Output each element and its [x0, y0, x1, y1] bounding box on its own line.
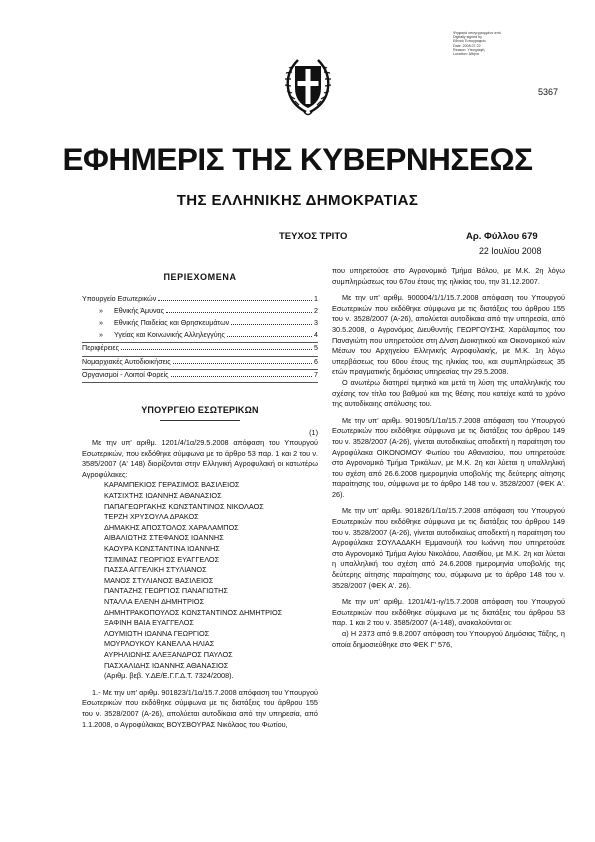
stamp-line: Ψηφιακά υπογεγραμμένο από	[453, 31, 501, 35]
decision-paragraph: Ο ανωτέρω διατηρεί τιμητικά και μετά τη λύση της υπαλληλικής του σχέσης τον τίτλο του βαθμού και της θέσης που κατείχε κατά το χρόνο της αυτοδίκαιης απόλυσης του.	[332, 377, 565, 409]
list-item: ΚΑΡΑΜΠΕΚΙΟΣ ΓΕΡΑΣΙΜΟΣ ΒΑΣΙΛΕΙΟΣ	[104, 480, 240, 490]
toc-label: Εθνικής Άμυνας	[114, 306, 165, 315]
list-item: ΑΥΡΗΛΙΩΝΗΣ ΑΛΕΞΑΝΔΡΟΣ ΠΑΥΛΟΣ	[104, 649, 233, 659]
right-column	[332, 266, 565, 650]
list-item: ΔΗΜΗΤΡΑΚΟΠΟΥΛΟΣ ΚΩΝΣΤΑΝΤΙΝΟΣ ΔΗΜΗΤΡΙΟΣ	[104, 607, 283, 617]
stamp-line: Date: 2008.07.22	[453, 43, 481, 48]
toc-page: 4	[314, 331, 318, 340]
stamp-line: Εθνικό Τυπογραφείο	[453, 39, 486, 44]
toc-label: Υγείας και Κοινωνικής Αλληλεγγύης	[114, 331, 225, 340]
decision-paragraph: α) Η 2373 από 9.8.2007 απόφαση του Υπουργού Δημόσιας Τάξης, η οποία δημοσιεύθηκε στο ΦΕΚ Γ' 576,	[332, 629, 565, 649]
toc-page: 3	[314, 318, 318, 327]
list-item: ΠΑΠΑΓΕΩΡΓΑΚΗΣ ΚΩΝΣΤΑΝΤΙΝΟΣ ΝΙΚΟΛΑΟΣ	[104, 501, 264, 511]
toc-leader	[227, 336, 312, 337]
toc-page: 2	[314, 306, 318, 315]
ditto-mark: »	[99, 318, 103, 327]
toc-page: 5	[314, 344, 318, 353]
list-item: ΝΤΑΛΛΑ ΕΛΕΝΗ ΔΗΜΗΤΡΙΟΣ	[104, 597, 205, 606]
decision-paragraph: που υπηρετούσε στο Αγρονομικό Τμήμα Βόλου, με Μ.Κ. 2η λόγω συμπληρώσεως του 67ου έτους της ηλικίας του, την 31.12.2007.	[332, 266, 565, 286]
toc-item	[82, 343, 318, 355]
heading-rule	[160, 420, 240, 421]
toc-label: Εθνικής Παιδείας και Θρησκευμάτων	[114, 318, 230, 327]
toc-item	[82, 370, 318, 382]
toc-item	[82, 330, 318, 342]
coat-of-arms-emblem	[282, 54, 334, 118]
toc-label-indented	[82, 306, 164, 317]
item-number: (1)	[309, 427, 318, 437]
toc-label-indented	[82, 330, 225, 341]
list-item: ΚΑΤΣΙΧΤΗΣ ΙΩΑΝΝΗΣ ΑΘΑΝΑΣΙΟΣ	[104, 491, 222, 501]
list-item: ΜΟΥΡΛΟΥΚΟΥ ΚΑΝΕΛΛΑ ΗΛΙΑΣ	[104, 639, 215, 649]
list-item: ΠΑΝΤΑΖΗΣ ΓΕΩΡΓΙΟΣ ΠΑΝΑΓΙΩΤΗΣ	[104, 586, 228, 596]
toc-item	[82, 294, 318, 306]
gazette-subtitle: ΤΗΣ ΕΛΛΗΝΙΚΗΣ ΔΗΜΟΚΡΑΤΙΑΣ	[176, 192, 419, 209]
list-item: ΜΑΝΟΣ ΣΤΥΛΙΑΝΟΣ ΒΑΣΙΛΕΙΟΣ	[104, 575, 214, 585]
toc-page: 6	[314, 357, 318, 366]
list-item: ΑΙΒΑΛΙΩΤΗΣ ΣΤΕΦΑΝΟΣ ΙΩΑΝΝΗΣ	[104, 533, 224, 543]
decision-paragraph: Με την υπ' αριθμ. 901905/1/1α/15.7.2008 απόφαση του Υπουργού Εσωτερικών που εκδόθηκε σύμφωνα με τις διατάξεις του άρθρου 149 του ν. 3528/2007 (Α-26), γίνεται αυτοδικαίως αποδεκτή η παραίτηση του Αγροφύλακα ΟΙΚΟΝΟΜΟΥ Φωτίου του Αθανασίου, που υπηρετούσε στο Αγρονομικό Τμήμα Τρικάλων, με Μ.Κ. 2η και λύεται η υπαλληλική του σχέση από 26.6.2008 ημερομηνία υποβολής της δεύτερης αίτησης παραίτησης του, σύμφωνα με το άρθρο 148 του ν. 3528/2007 (ΦΕΚ Α'. 26).	[332, 415, 565, 499]
stamp-line: Digitally signed by	[453, 35, 482, 40]
toc-separator	[82, 382, 318, 383]
decision-paragraph: 1.- Με την υπ' αριθμ. 901823/1/1α/15.7.2008 απόφαση του Υπουργού Εσωτερικών που εκδόθηκε σύμφωνα με τις διατάξεις του άρθρου 155 του ν. 3528/2007 (Α-26), απολύεται αυτοδίκαια από την υπηρεσία, από 1.1.2008, ο Αγροφύλακας ΒΟΥΣΒΟΥΡΑΣ Νικόλαος του Φωτίου,	[82, 687, 318, 729]
ditto-mark: »	[99, 331, 103, 340]
toc-label: Υπουργείο Εσωτερικών	[82, 294, 157, 303]
decision-paragraph: Με την υπ' αριθμ. 1201/4/1-ιγ/15.7.2008 απόφαση του Υπουργού Εσωτερικών που εκδόθηκε σύμφωνα με τις διατάξεις του άρθρου 53 παρ. 1 και 2 του ν. 3585/2007 (Α-148), ανακαλούνται οι:	[332, 597, 565, 628]
issue-number-value: 679	[521, 231, 538, 242]
list-item: ΛΟΥΜΙΩΤΗ ΙΩΑΝΝΑ ΓΕΩΡΓΙΟΣ	[104, 628, 210, 638]
toc-label: Οργανισμοί - Λοιποί Φορείς	[82, 370, 169, 379]
list-item: ΠΑΣΣΑ ΑΓΓΕΛΙΚΗ ΣΤΥΛΙΑΝΟΣ	[104, 565, 207, 575]
toc-page: 7	[314, 370, 318, 379]
list-item: ΞΑΦΙΝΗ ΒΑΙΑ ΕΥΑΓΓΕΛΟΣ	[104, 618, 194, 628]
toc-label-indented	[82, 318, 229, 329]
stamp-line: Reason: Υπογραφή	[453, 47, 485, 52]
toc-label: Περιφέρειες	[82, 344, 120, 353]
toc-leader	[158, 300, 312, 301]
issue-type: ΤΕΥΧΟΣ ΤΡΙΤΟ	[279, 231, 348, 242]
toc-label: Νομαρχιακές Αυτοδιοικήσεις	[82, 357, 171, 366]
issue-date: 22 Ιουλίου 2008	[479, 246, 542, 256]
gazette-title: ΕΦΗΜΕΡΙΣ ΤΗΣ ΚΥΒΕΡΝΗΣΕΩΣ	[62, 141, 533, 177]
list-item: ΤΣΙΜΙΝΑΣ ΓΕΩΡΓΙΟΣ ΕΥΑΓΓΕΛΟΣ	[104, 554, 220, 564]
toc-leader	[171, 376, 312, 377]
names-list	[82, 480, 318, 681]
list-item: ΔΗΜΑΚΗΣ ΑΠΟΣΤΟΛΟΣ ΧΑΡΑΛΑΜΠΟΣ	[104, 522, 239, 532]
toc-leader	[231, 324, 312, 325]
ditto-mark: »	[99, 306, 103, 315]
decision-paragraph: Με την υπ' αριθμ. 900004/1/1/15.7.2008 απόφαση του Υπουργού Εσωτερικών που εκδόθηκε σύμφωνα με τις διατάξεις του άρθρου 155 του ν. 3528/2007 (Α-26), απολύεται αυτοδίκαια από την υπηρεσία, από 30.5.2008, ο Αγρονόμος Διευθυντής ΓΕΩΡΓΟΥΣΗΣ Χαράλαμπος του Παναγιώτη που υπηρετούσε στη Δ/νση Διοικητικού και Οικονομικού κών Μέσων του Αρχηγείου Ελληνικής Αγροφυλακής, με Μ.Κ. 1η λόγω υπερβάσεως του 60ου έτους της ηλικίας του, και συμπληρώσεως 35 ετών πραγματικής δημόσιας υπηρεσίας την 29.5.2008.	[332, 293, 565, 377]
contents-heading: ΠΕΡΙΕΧΟΜΕΝΑ	[163, 272, 237, 282]
left-column	[82, 266, 318, 730]
issue-number-label: Αρ. Φύλλου	[466, 231, 520, 242]
toc-item	[82, 318, 318, 330]
toc-leader	[166, 312, 312, 313]
toc-leader	[121, 349, 312, 350]
toc-item	[82, 357, 318, 369]
decision-paragraph: Με την υπ' αριθμ. 901826/1/1α/15.7.2008 απόφαση του Υπουργού Εσωτερικών που εκδόθηκε σύμφωνα με τις διατάξεις του άρθρου 149 του ν. 3528/2007 (Α-26), γίνεται αυτοδικαίως αποδεκτή η παραίτηση του Αγροφύλακα ΣΟΥΛΑΔΑΚΗ Εμμανουήλ του Ιωάννη που υπηρετούσε στο Αγρονομικό Τμήμα Αγίου Νικολάου, Λασιθίου, με Μ.Κ. 2η και λύεται η υπαλληλική του σχέση από 24.6.2008 ημερομηνία υποβολής της δεύτερης αίτησης παραίτησης του, σύμφωνα με το άρθρο 148 του ν. 3528/2007 (ΦΕΚ Α'. 26).	[332, 506, 565, 590]
page-number: 5367	[538, 87, 559, 97]
stamp-line: Location: Αθήνα	[453, 52, 479, 57]
digital-signature-stamp	[453, 31, 513, 56]
names-reference: (Αριθμ. βεβ. Υ.ΔΕ/Ε.Γ.Γ.Δ.Τ. 7324/2008).	[104, 671, 234, 681]
issue-number	[466, 231, 538, 242]
list-item: ΚΑΟΥΡΑ ΚΩΝΣΤΑΝΤΙΝΑ ΙΩΑΝΝΗΣ	[104, 544, 220, 554]
toc-page: 1	[314, 294, 318, 303]
toc-item	[82, 306, 318, 318]
decision-paragraph: Με την υπ' αριθμ. 1201/4/1α/29.5.2008 απόφαση του Υπουργού Εσωτερικών, που εκδόθηκε σύμφωνα με το άρθρο 53 παρ. 1 και 2 του ν. 3585/2007 (Α' 148) διορίζονται στην Ελληνική Αγροφυλακή οι κατωτέρω Αγροφύλακες:	[82, 438, 318, 479]
ministry-heading: ΥΠΟΥΡΓΕΙΟ ΕΣΩΤΕΡΙΚΩΝ	[141, 404, 259, 415]
list-item: ΤΕΡΖΗ ΧΡΥΣΟΥΛΑ ΔΡΑΚΟΣ	[104, 512, 199, 522]
list-item: ΠΑΣΧΑΛΙΔΗΣ ΙΩΑΝΝΗΣ ΑΘΑΝΑΣΙΟΣ	[104, 660, 229, 670]
toc-leader	[173, 363, 312, 364]
